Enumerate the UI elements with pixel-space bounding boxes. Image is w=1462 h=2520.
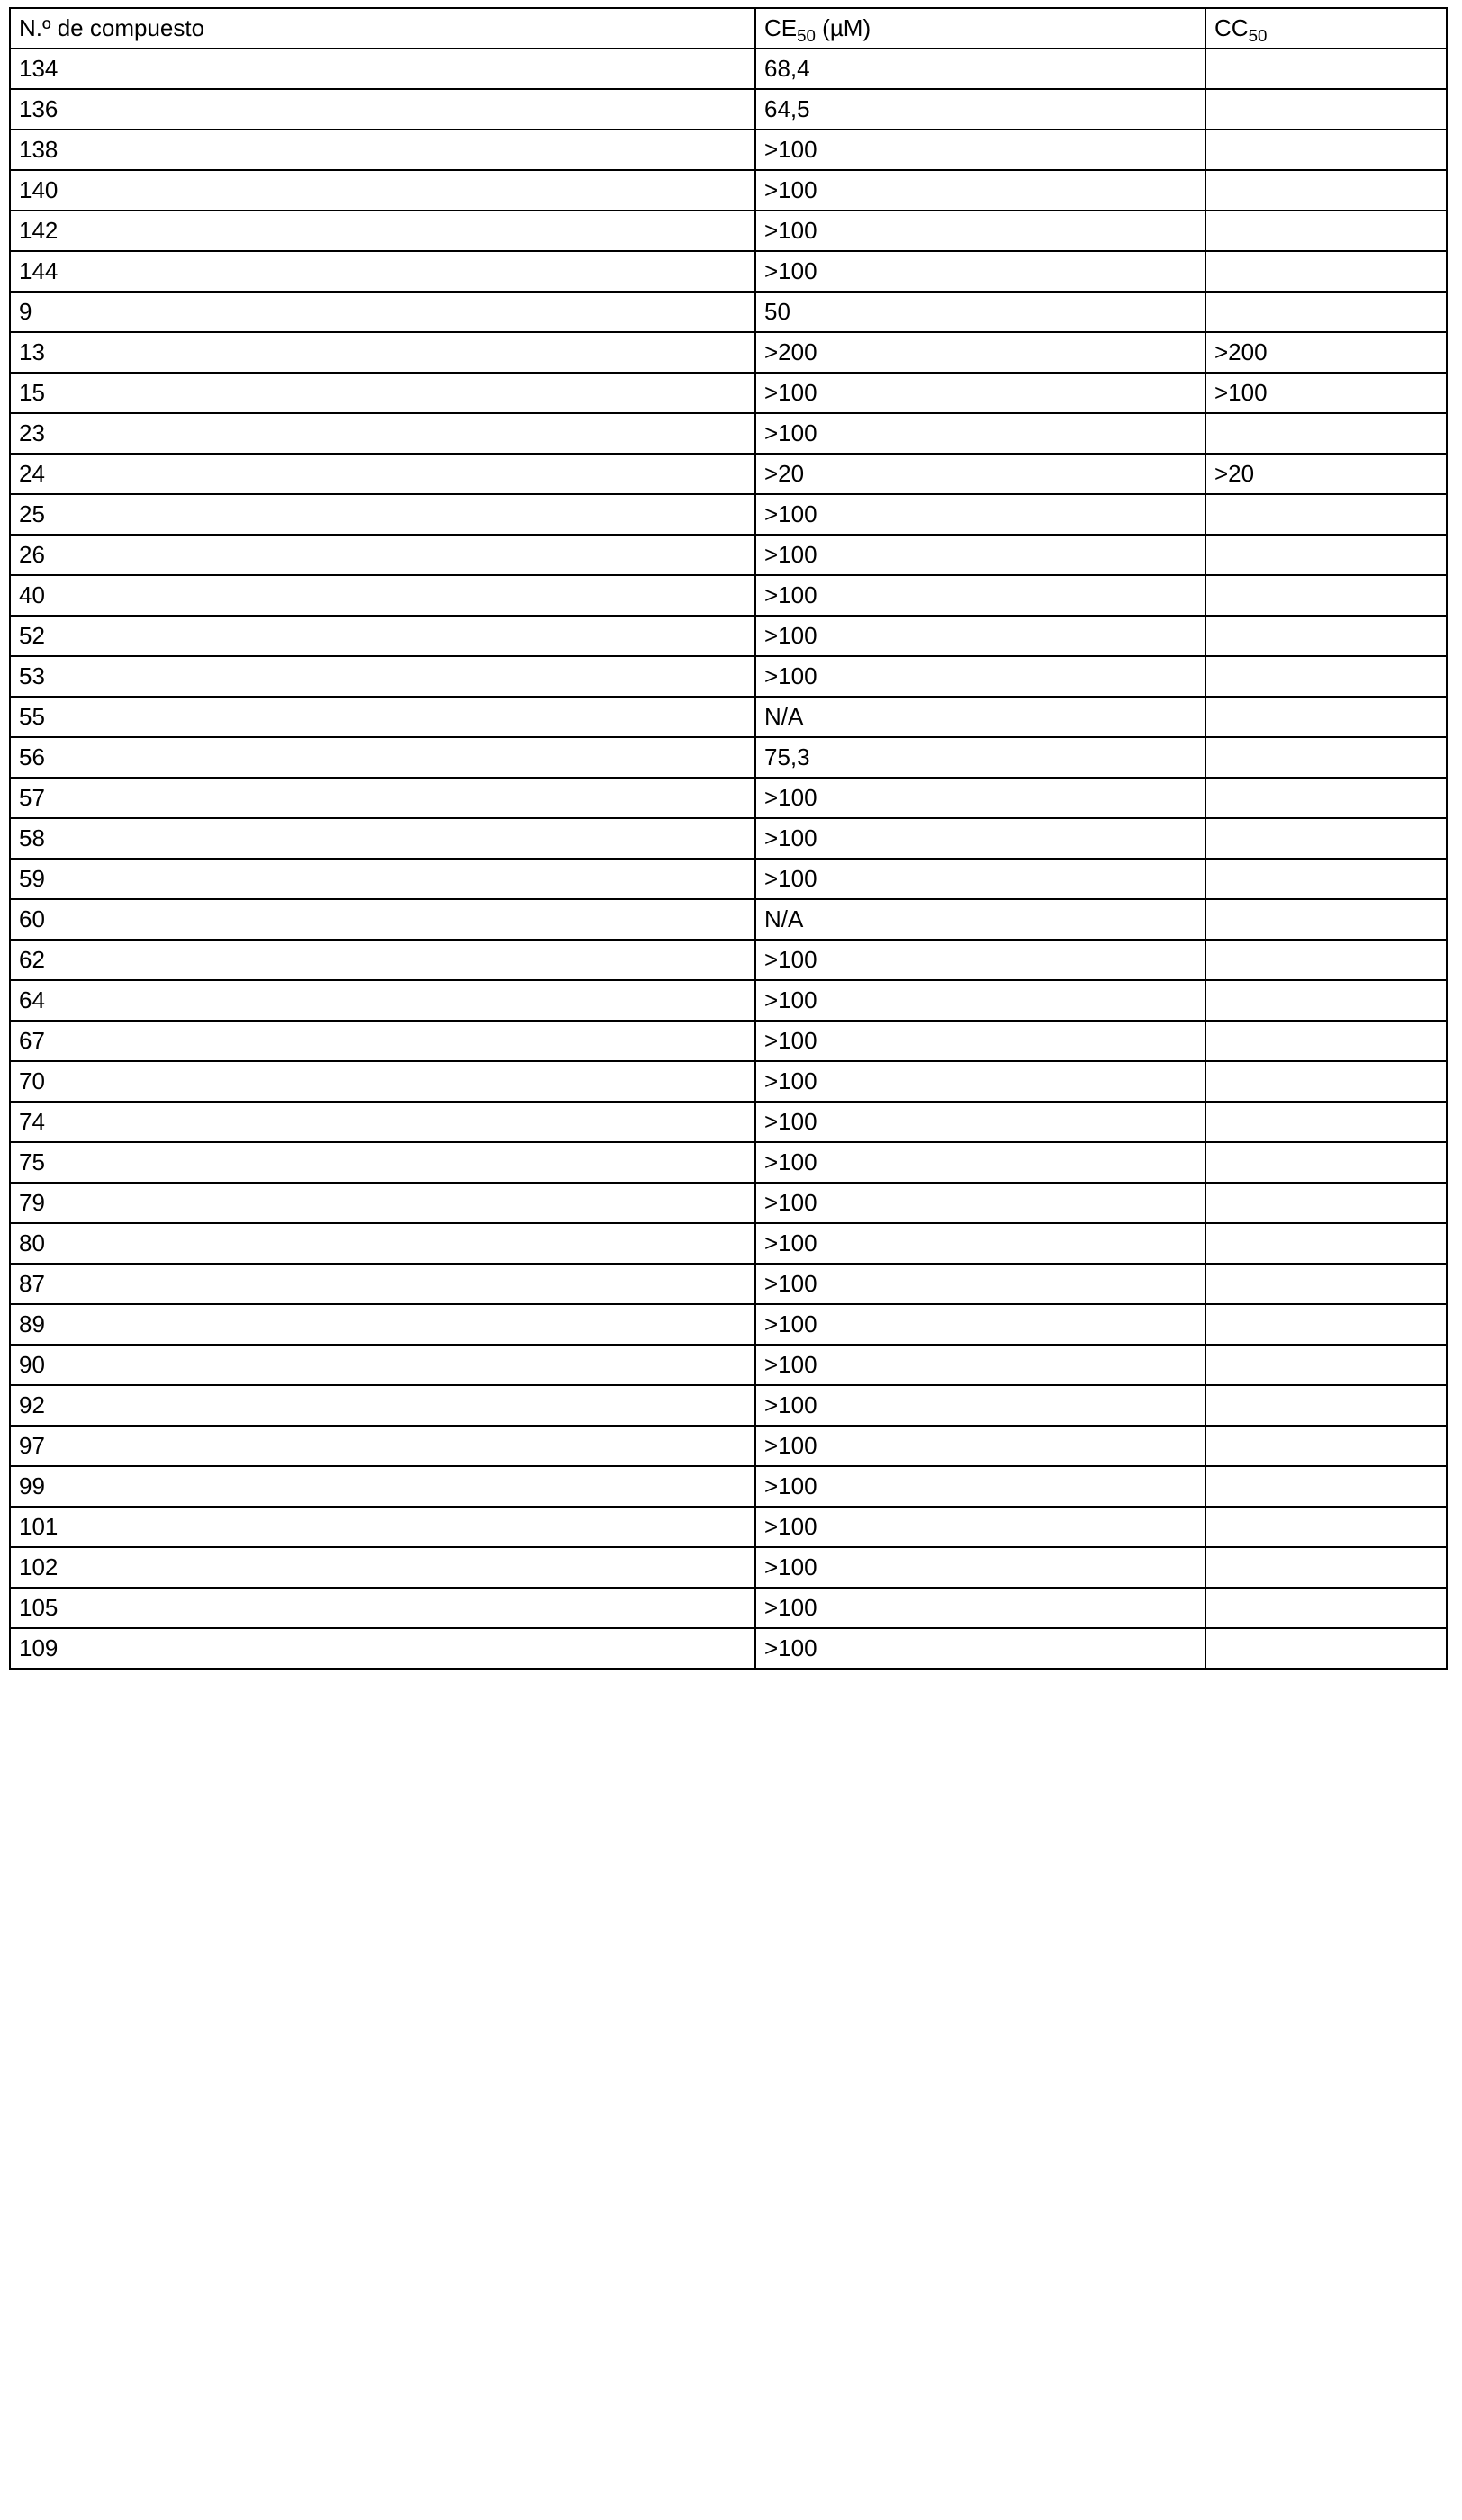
table-row	[10, 332, 1447, 373]
cell-cc50	[1205, 1021, 1447, 1061]
table-row	[10, 211, 1447, 251]
cell-compound: 87	[10, 1264, 755, 1304]
table-row	[10, 1588, 1447, 1628]
cell-cc50	[1205, 494, 1447, 535]
table-row	[10, 859, 1447, 899]
cell-cc50	[1205, 1304, 1447, 1345]
cell-compound: 40	[10, 575, 755, 616]
cell-cc50	[1205, 1183, 1447, 1223]
cell-cc50	[1205, 778, 1447, 818]
table-row	[10, 49, 1447, 89]
cell-compound: 24	[10, 454, 755, 494]
cell-cc50	[1205, 1426, 1447, 1466]
cell-ec50: >100	[755, 1385, 1205, 1426]
cell-ec50: >100	[755, 1426, 1205, 1466]
cell-cc50	[1205, 656, 1447, 697]
cell-ec50: >20	[755, 454, 1205, 494]
cell-compound: 59	[10, 859, 755, 899]
cell-compound: 13	[10, 332, 755, 373]
table-row	[10, 535, 1447, 575]
cell-cc50	[1205, 1061, 1447, 1102]
cell-compound: 26	[10, 535, 755, 575]
cell-cc50	[1205, 49, 1447, 89]
table-row	[10, 1385, 1447, 1426]
cell-ec50: >100	[755, 494, 1205, 535]
cell-compound: 62	[10, 940, 755, 980]
cell-cc50	[1205, 1507, 1447, 1547]
table-row	[10, 454, 1447, 494]
cell-ec50: >100	[755, 1588, 1205, 1628]
cell-cc50	[1205, 1142, 1447, 1183]
cell-cc50	[1205, 1588, 1447, 1628]
cell-ec50: >100	[755, 1264, 1205, 1304]
table-row	[10, 1021, 1447, 1061]
cell-cc50	[1205, 130, 1447, 170]
table-row	[10, 737, 1447, 778]
cell-compound: 102	[10, 1547, 755, 1588]
cell-ec50: >100	[755, 1102, 1205, 1142]
cell-ec50: >100	[755, 130, 1205, 170]
table-row	[10, 89, 1447, 130]
cell-cc50	[1205, 859, 1447, 899]
cell-ec50: >100	[755, 859, 1205, 899]
table-row	[10, 1547, 1447, 1588]
table-row	[10, 413, 1447, 454]
column-header-ec50-subscript: 50	[797, 26, 816, 46]
cell-ec50: >100	[755, 1061, 1205, 1102]
cell-ec50: >100	[755, 818, 1205, 859]
table-row	[10, 373, 1447, 413]
cell-ec50: 50	[755, 292, 1205, 332]
cell-cc50: >20	[1205, 454, 1447, 494]
cell-ec50: >100	[755, 1183, 1205, 1223]
table-row	[10, 1345, 1447, 1385]
cell-ec50: >100	[755, 778, 1205, 818]
cell-ec50: >100	[755, 1021, 1205, 1061]
column-header-cc50-subscript: 50	[1248, 26, 1268, 46]
table-row	[10, 1142, 1447, 1183]
cell-ec50: N/A	[755, 697, 1205, 737]
cell-ec50: >200	[755, 332, 1205, 373]
cell-compound: 74	[10, 1102, 755, 1142]
table-row	[10, 1102, 1447, 1142]
table-header-row	[10, 8, 1447, 49]
table-row	[10, 778, 1447, 818]
cell-ec50: >100	[755, 413, 1205, 454]
cell-compound: 15	[10, 373, 755, 413]
cell-compound: 99	[10, 1466, 755, 1507]
compound-activity-table	[9, 7, 1448, 1670]
cell-cc50	[1205, 737, 1447, 778]
cell-compound: 134	[10, 49, 755, 89]
table-row	[10, 656, 1447, 697]
cell-compound: 92	[10, 1385, 755, 1426]
cell-compound: 105	[10, 1588, 755, 1628]
cell-compound: 89	[10, 1304, 755, 1345]
cell-compound: 53	[10, 656, 755, 697]
table-row	[10, 1061, 1447, 1102]
cell-cc50	[1205, 940, 1447, 980]
table-row	[10, 1183, 1447, 1223]
cell-cc50	[1205, 1385, 1447, 1426]
table-row	[10, 818, 1447, 859]
table-row	[10, 899, 1447, 940]
cell-cc50	[1205, 1345, 1447, 1385]
cell-ec50: >100	[755, 1345, 1205, 1385]
cell-cc50	[1205, 413, 1447, 454]
cell-compound: 80	[10, 1223, 755, 1264]
column-header-cc50-prefix: CC	[1214, 14, 1249, 41]
cell-ec50: >100	[755, 575, 1205, 616]
table-row	[10, 980, 1447, 1021]
table-row	[10, 170, 1447, 211]
cell-cc50: >100	[1205, 373, 1447, 413]
cell-compound: 60	[10, 899, 755, 940]
cell-ec50: N/A	[755, 899, 1205, 940]
cell-compound: 140	[10, 170, 755, 211]
cell-cc50	[1205, 535, 1447, 575]
column-header-cc50	[1205, 8, 1447, 49]
cell-compound: 101	[10, 1507, 755, 1547]
table-row	[10, 575, 1447, 616]
cell-compound: 136	[10, 89, 755, 130]
cell-cc50	[1205, 1264, 1447, 1304]
cell-ec50: >100	[755, 1466, 1205, 1507]
cell-compound: 55	[10, 697, 755, 737]
column-header-ec50-suffix: (µM)	[815, 14, 871, 41]
cell-ec50: >100	[755, 1142, 1205, 1183]
cell-compound: 52	[10, 616, 755, 656]
cell-compound: 57	[10, 778, 755, 818]
table-body	[10, 49, 1447, 1669]
cell-cc50: >200	[1205, 332, 1447, 373]
table-row	[10, 494, 1447, 535]
cell-ec50: >100	[755, 535, 1205, 575]
cell-compound: 25	[10, 494, 755, 535]
cell-cc50	[1205, 1628, 1447, 1669]
table-row	[10, 292, 1447, 332]
cell-compound: 64	[10, 980, 755, 1021]
column-header-compound: N.º de compuesto	[10, 8, 755, 49]
cell-ec50: >100	[755, 1547, 1205, 1588]
cell-ec50: >100	[755, 170, 1205, 211]
cell-ec50: >100	[755, 656, 1205, 697]
table-row	[10, 1466, 1447, 1507]
table-row	[10, 130, 1447, 170]
cell-compound: 138	[10, 130, 755, 170]
cell-cc50	[1205, 89, 1447, 130]
cell-cc50	[1205, 292, 1447, 332]
cell-cc50	[1205, 251, 1447, 292]
cell-compound: 56	[10, 737, 755, 778]
cell-ec50: >100	[755, 1628, 1205, 1669]
table-row	[10, 616, 1447, 656]
cell-ec50: >100	[755, 616, 1205, 656]
cell-ec50: >100	[755, 1507, 1205, 1547]
table-row	[10, 1628, 1447, 1669]
cell-cc50	[1205, 170, 1447, 211]
table-row	[10, 697, 1447, 737]
table-row	[10, 1264, 1447, 1304]
table-row	[10, 1426, 1447, 1466]
cell-ec50: >100	[755, 251, 1205, 292]
column-header-ec50	[755, 8, 1205, 49]
table-row	[10, 1223, 1447, 1264]
cell-cc50	[1205, 1547, 1447, 1588]
cell-compound: 142	[10, 211, 755, 251]
cell-cc50	[1205, 1466, 1447, 1507]
cell-cc50	[1205, 899, 1447, 940]
cell-compound: 109	[10, 1628, 755, 1669]
cell-cc50	[1205, 211, 1447, 251]
cell-compound: 70	[10, 1061, 755, 1102]
cell-ec50: >100	[755, 980, 1205, 1021]
cell-cc50	[1205, 697, 1447, 737]
cell-ec50: 68,4	[755, 49, 1205, 89]
cell-cc50	[1205, 818, 1447, 859]
cell-compound: 97	[10, 1426, 755, 1466]
cell-cc50	[1205, 616, 1447, 656]
cell-cc50	[1205, 1223, 1447, 1264]
table-row	[10, 940, 1447, 980]
cell-compound: 58	[10, 818, 755, 859]
cell-ec50: >100	[755, 1223, 1205, 1264]
cell-ec50: >100	[755, 940, 1205, 980]
cell-ec50: 75,3	[755, 737, 1205, 778]
cell-compound: 144	[10, 251, 755, 292]
cell-cc50	[1205, 1102, 1447, 1142]
cell-compound: 79	[10, 1183, 755, 1223]
cell-compound: 67	[10, 1021, 755, 1061]
cell-ec50: 64,5	[755, 89, 1205, 130]
cell-cc50	[1205, 575, 1447, 616]
table-row	[10, 251, 1447, 292]
cell-ec50: >100	[755, 211, 1205, 251]
column-header-ec50-prefix: CE	[764, 14, 798, 41]
cell-ec50: >100	[755, 373, 1205, 413]
cell-compound: 75	[10, 1142, 755, 1183]
cell-compound: 90	[10, 1345, 755, 1385]
table-row	[10, 1507, 1447, 1547]
cell-compound: 23	[10, 413, 755, 454]
cell-ec50: >100	[755, 1304, 1205, 1345]
cell-cc50	[1205, 980, 1447, 1021]
table-row	[10, 1304, 1447, 1345]
table-header	[10, 8, 1447, 49]
cell-compound: 9	[10, 292, 755, 332]
